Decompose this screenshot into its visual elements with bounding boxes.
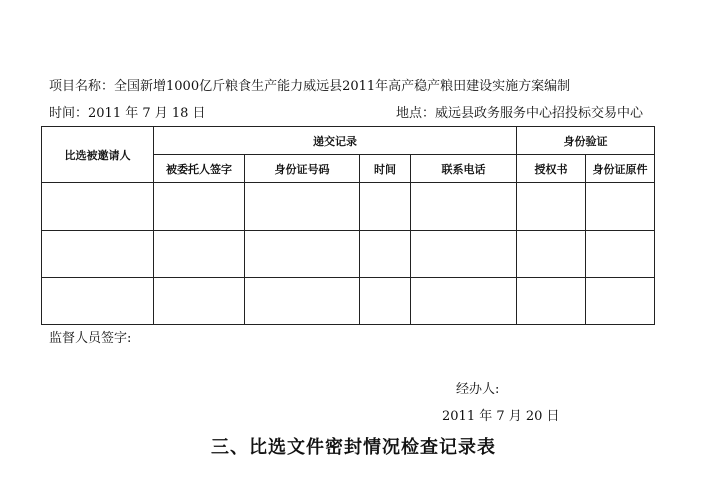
table-row — [42, 183, 655, 230]
table-row — [42, 230, 655, 277]
table-row — [42, 277, 655, 324]
table-cell[interactable] — [154, 183, 245, 230]
location-line: 地点：威远县政务服务中心招投标交易中心 — [396, 106, 644, 121]
table-cell[interactable] — [245, 230, 360, 277]
time-header: 时间 — [360, 155, 411, 183]
section-heading: 三、比选文件密封情况检查记录表 — [211, 437, 496, 458]
table-cell[interactable] — [360, 277, 411, 324]
table-cell[interactable] — [154, 230, 245, 277]
invitee-header: 比选被邀请人 — [42, 127, 154, 183]
table-cell[interactable] — [411, 277, 517, 324]
header-row-group — [42, 127, 655, 155]
id-original-header: 身份证原件 — [586, 155, 655, 183]
supervisor-signature-label: 监督人员签字: — [49, 331, 132, 346]
table-cell[interactable] — [586, 183, 655, 230]
project-name-line: 项目名称：全国新增1000亿斤粮食生产能力威远县2011年高产稳产粮田建设实施方案编制 — [49, 79, 571, 94]
table-cell[interactable] — [245, 183, 360, 230]
table-cell[interactable] — [517, 277, 586, 324]
table-cell[interactable] — [360, 230, 411, 277]
submission-record-header: 递交记录 — [154, 127, 517, 155]
id-number-header: 身份证号码 — [245, 155, 360, 183]
phone-header: 联系电话 — [411, 155, 517, 183]
authorization-header: 授权书 — [517, 155, 586, 183]
handler-label: 经办人: — [456, 382, 500, 397]
table-cell[interactable] — [586, 230, 655, 277]
table-cell[interactable] — [42, 183, 154, 230]
table-cell[interactable] — [42, 230, 154, 277]
table-cell[interactable] — [517, 183, 586, 230]
identity-verification-header: 身份验证 — [517, 127, 655, 155]
table-cell[interactable] — [586, 277, 655, 324]
table-cell[interactable] — [411, 230, 517, 277]
handled-date: 2011 年 7 月 20 日 — [442, 409, 560, 424]
table-cell[interactable] — [411, 183, 517, 230]
submission-record-table — [41, 126, 655, 325]
delegate-signature-header: 被委托人签字 — [154, 155, 245, 183]
table-cell[interactable] — [517, 230, 586, 277]
time-line: 时间：2011 年 7 月 18 日 — [49, 106, 206, 121]
table-cell[interactable] — [154, 277, 245, 324]
table-cell[interactable] — [360, 183, 411, 230]
table-cell[interactable] — [245, 277, 360, 324]
table-cell[interactable] — [42, 277, 154, 324]
